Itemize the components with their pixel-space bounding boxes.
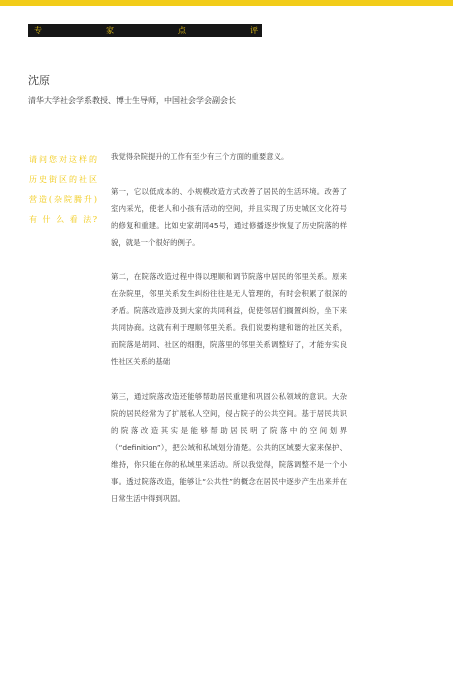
question-line: 请问您对这样的: [29, 155, 97, 164]
question-line: 历史街区的社区: [29, 175, 97, 184]
question-sidebar: [29, 150, 97, 230]
header-char: 家: [106, 26, 114, 35]
author-title: 清华大学社会学系教授、博士生导师，中国社会学会副会长: [28, 96, 236, 105]
paragraph-third: 第三，通过院落改造还能够帮助居民重建和巩固公私领域的意识。大杂院的居民经常为了扩展私人空间，侵占院子的公共空间。基于居民共识的院落改造其实是能够帮助居民明了院落中的空间划界（“definition”），把公域和私域划分清楚。公共的区域要大家来保护、维持，你只能在你的私域里来活动。所以我觉得，院落调整不是一个小事。透过院落改造，能够让“公共性”的概念在居民中逐步产生出来并在日常生活中得到巩固。: [111, 391, 347, 503]
question-line: 营造(杂院腾升): [29, 195, 97, 204]
paragraph-first: 第一，它以低成本的、小规模改造方式改善了居民的生活环境。改善了室内采光，使老人和小孩有活动的空间，并且实现了历史城区文化符号的修复和重建。比如史家胡同45号，通过修播逐步恢复了历史院落的样貌，就是一个很好的例子。: [111, 186, 347, 247]
answer-body: [111, 148, 347, 524]
author-name: 沈原: [28, 74, 50, 87]
header-char: 评: [250, 26, 258, 35]
question-line: 有 什 么 看 法?: [29, 215, 97, 224]
top-accent-stripe: [0, 0, 453, 6]
header-char: 专: [34, 26, 42, 35]
paragraph-second: 第二，在院落改造过程中得以理顺和调节院落中居民的邻里关系。原来在杂院里，邻里关系发生纠纷往往是无人管理的，有时会积累了很深的矛盾。院落改造涉及到大家的共同利益，促使邻居们搁置纠纷，坐下来共同协商。这就有利于理顺邻里关系。我们说要构建和谐的社区关系，而院落是胡同、社区的细胞，院落里的邻里关系调整好了，才能夯实良性社区关系的基础: [111, 272, 347, 366]
section-header-bar: [28, 24, 262, 37]
paragraph-intro: 我觉得杂院提升的工作有至少有三个方面的重要意义。: [111, 152, 289, 161]
header-char: 点: [178, 26, 186, 35]
